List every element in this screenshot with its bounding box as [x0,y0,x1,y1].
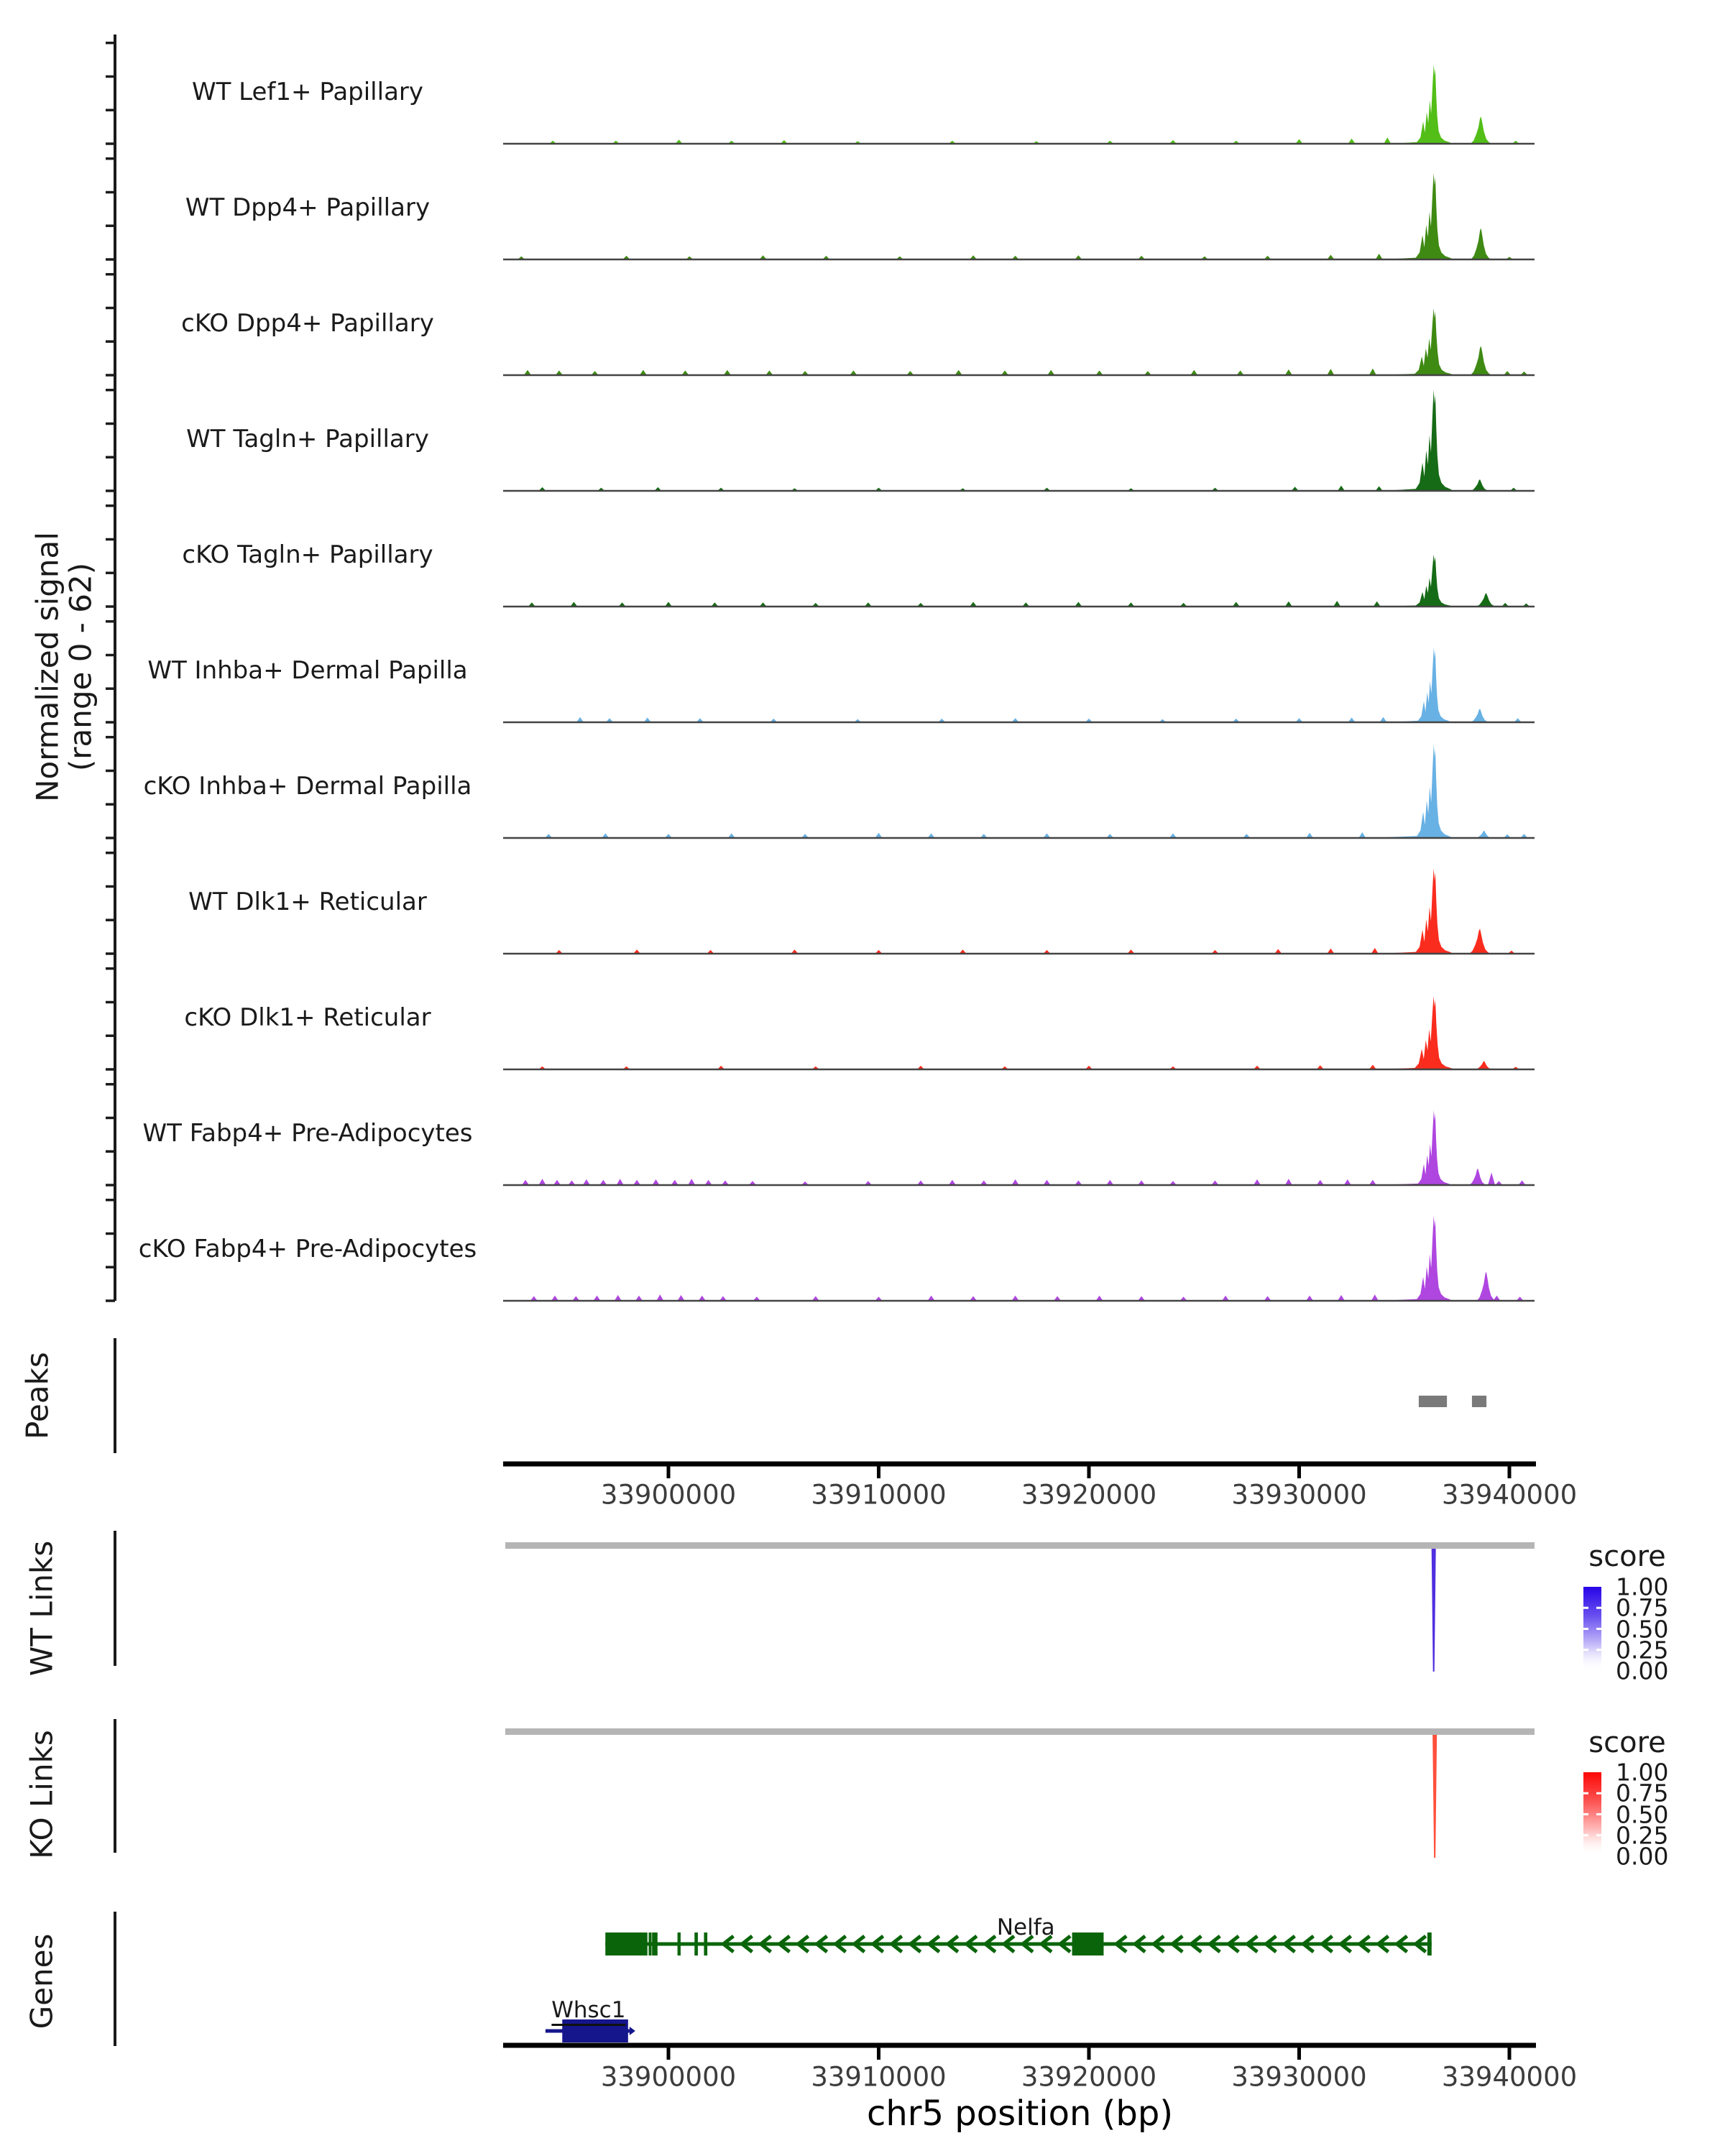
wt-links-legend-value-3: 0.25 [1616,1636,1669,1664]
gene-label-Whsc1: Whsc1 [551,1997,625,2026]
wt-links-legend-value-0: 1.00 [1616,1572,1669,1601]
y-axis-title-line2: (range 0 - 62) [63,562,98,772]
gene-exon-Nelfa-4 [694,1932,698,1955]
wt-links-link-line [1432,1549,1436,1672]
track-label-3: WT Tagln+ Papillary [186,425,429,453]
genes-x-axis-tick-label-0: 33900000 [600,2061,737,2093]
gene-tip-icon [630,2027,635,2035]
signal-area-track-3 [505,390,1535,491]
track-label-1: WT Dpp4+ Papillary [185,193,431,222]
wt-links-baseline-bar [505,1542,1535,1549]
signal-area-track-10 [505,1215,1535,1301]
gene-exon-Nelfa-7 [1427,1932,1432,1955]
ko-links-legend-value-2: 0.50 [1616,1800,1669,1828]
track-label-4: cKO Tagln+ Papillary [182,540,433,569]
gene-exon-Nelfa-2 [652,1932,658,1955]
wt-links-legend-value-1: 0.75 [1616,1593,1669,1622]
peaks-x-axis-tick-label-3: 33930000 [1231,1479,1367,1511]
section-label-wt-links: WT Links [24,1540,60,1677]
signal-area-track-4 [505,555,1535,607]
peaks-x-axis-tick-label-2: 33920000 [1021,1479,1157,1511]
wt-links-legend-value-2: 0.50 [1616,1615,1669,1643]
signal-area-track-0 [505,65,1535,144]
ko-links-legend-title: score [1588,1726,1666,1759]
peaks-x-axis-tick-label-1: 33910000 [811,1479,947,1511]
genes-x-axis-tick-label-2: 33920000 [1021,2061,1157,2093]
peak-interval-1 [1472,1396,1486,1407]
genes-x-axis-tick-label-1: 33910000 [811,2061,947,2093]
signal-area-track-7 [505,868,1535,954]
track-label-6: cKO Inhba+ Dermal Papilla [143,772,472,801]
x-axis-title: chr5 position (bp) [866,2093,1174,2134]
wt-links-legend-value-4: 0.00 [1616,1657,1669,1685]
signal-area-track-5 [505,648,1535,722]
peaks-x-axis-tick-label-0: 33900000 [600,1479,737,1511]
signal-area-track-1 [505,173,1535,259]
signal-area-track-2 [505,308,1535,375]
ko-links-legend-value-0: 1.00 [1616,1758,1669,1787]
peak-interval-0 [1419,1396,1447,1407]
gene-exon-Nelfa-3 [678,1932,681,1955]
track-label-9: WT Fabp4+ Pre-Adipocytes [142,1119,473,1148]
y-axis-title-line1: Normalized signal [29,532,65,802]
section-label-ko-links: KO Links [24,1730,60,1859]
gene-exon-Nelfa-1 [649,1932,652,1955]
signal-area-track-9 [505,1110,1535,1185]
track-label-0: WT Lef1+ Papillary [191,78,424,106]
ko-links-legend-value-1: 0.75 [1616,1779,1669,1807]
section-label-peaks: Peaks [19,1352,55,1439]
ko-links-legend-value-4: 0.00 [1616,1842,1669,1871]
section-label-genes: Genes [24,1933,60,2030]
ko-links-baseline-bar [505,1728,1535,1735]
track-label-7: WT Dlk1+ Reticular [188,888,427,916]
track-label-2: cKO Dpp4+ Papillary [181,309,434,338]
track-label-8: cKO Dlk1+ Reticular [184,1003,431,1032]
signal-area-track-6 [505,745,1535,839]
peaks-x-axis-tick-label-4: 33940000 [1441,1479,1578,1511]
genes-x-axis-tick-label-4: 33940000 [1441,2061,1578,2093]
genes-x-axis-tick-label-3: 33930000 [1231,2061,1367,2093]
ko-links-link-line [1432,1735,1437,1858]
ko-links-legend-value-3: 0.25 [1616,1821,1669,1850]
track-label-10: cKO Fabp4+ Pre-Adipocytes [138,1235,477,1263]
gene-exon-Nelfa-6 [1072,1932,1104,1955]
gene-exon-Nelfa-5 [704,1932,707,1955]
track-label-5: WT Inhba+ Dermal Papilla [147,656,468,685]
gene-label-Nelfa: Nelfa [996,1915,1055,1940]
wt-links-legend-title: score [1588,1540,1666,1573]
signal-area-track-8 [505,997,1535,1070]
gene-exon-Nelfa-0 [605,1932,648,1955]
